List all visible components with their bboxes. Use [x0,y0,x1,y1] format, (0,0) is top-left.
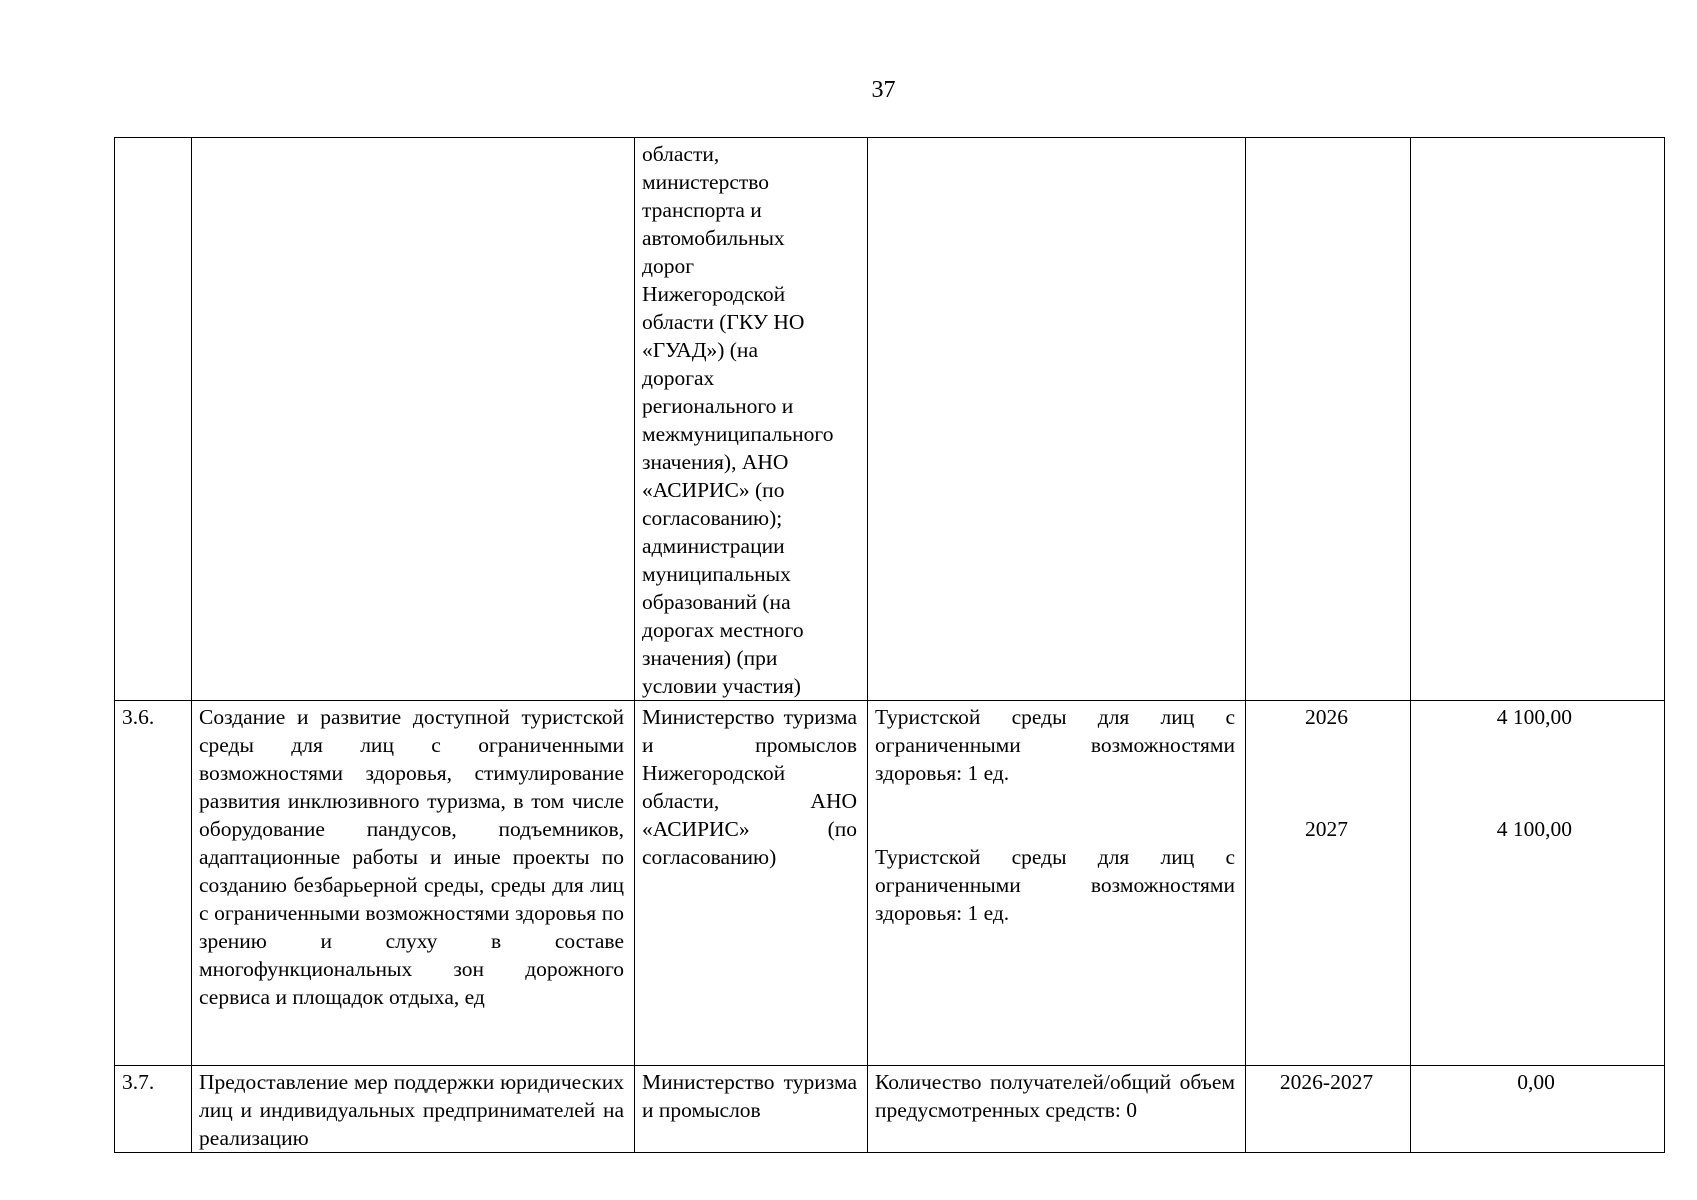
page-number: 37 [871,77,896,103]
indicator-cell [868,138,1246,701]
event-cell [192,1066,635,1153]
indicator-cell [868,701,1246,1066]
event-text: Предоставление мер поддержки юридических лиц и индивидуальных предпринимателей на реализацию [199,1070,624,1150]
executor-text: Министерство туризма и промыслов [642,1070,857,1122]
indicator-cell [868,1066,1246,1153]
amount-entry: 0,00 [1517,1070,1555,1094]
row-number-cell: 3.7. [115,1066,192,1153]
amount-entry: 4 100,00 [1496,817,1572,841]
event-text: Создание и развитие доступной туристской среды для лиц с ограниченными возможностями здоровья, стимулирование развития инклюзивного туризма, в том числе оборудование пандусов, подъемников, адаптационные работы и иные проекты по созданию безбарьерной среды, среды для лиц с ограниченными возможностями здоровья по зрению и слуху в составе многофункциональных зон дорожного сервиса и площадок отдыха, ед [199,705,624,1009]
amount-cell [1411,701,1665,1066]
executor-cell [635,701,868,1066]
executor-text: Министерство туризма и промыслов Нижегородской области, АНО «АСИРИС» (по согласованию) [642,705,857,869]
amount-cell [1411,1066,1665,1153]
executor-text: области, министерство транспорта и автомобильных дорог Нижегородской области (ГКУ НО «ГУАД») (на дорогах регионального и межмуниципального значения), АНО «АСИРИС» (по согласованию); администрации муниципальных образований (на дорогах местного значения) (при условии участия) [642,142,834,698]
executor-cell [635,1066,868,1153]
year-cell [1246,138,1411,701]
amount-cell [1411,138,1665,701]
indicator-entry: Туристской среды для лиц с ограниченными возможностями здоровья: 1 ед. [875,705,1235,785]
event-cell [192,138,635,701]
indicator-entry: Количество получателей/общий объем предусмотренных средств: 0 [875,1070,1235,1122]
row-number-cell: 3.6. [115,701,192,1066]
year-entry: 2026-2027 [1279,1070,1374,1094]
table-row [115,138,1665,701]
executor-cell [635,138,868,701]
year-entry: 2026 [1305,705,1348,729]
table-row [115,701,1665,1066]
year-cell [1246,701,1411,1066]
amount-entry: 4 100,00 [1496,705,1572,729]
year-entry: 2027 [1305,817,1348,841]
event-cell [192,701,635,1066]
indicator-entry: Туристской среды для лиц с ограниченными возможностями здоровья: 1 ед. [875,845,1235,925]
row-number-cell [115,138,192,701]
program-table [114,137,1665,1153]
table-row [115,1066,1665,1153]
year-cell [1246,1066,1411,1153]
